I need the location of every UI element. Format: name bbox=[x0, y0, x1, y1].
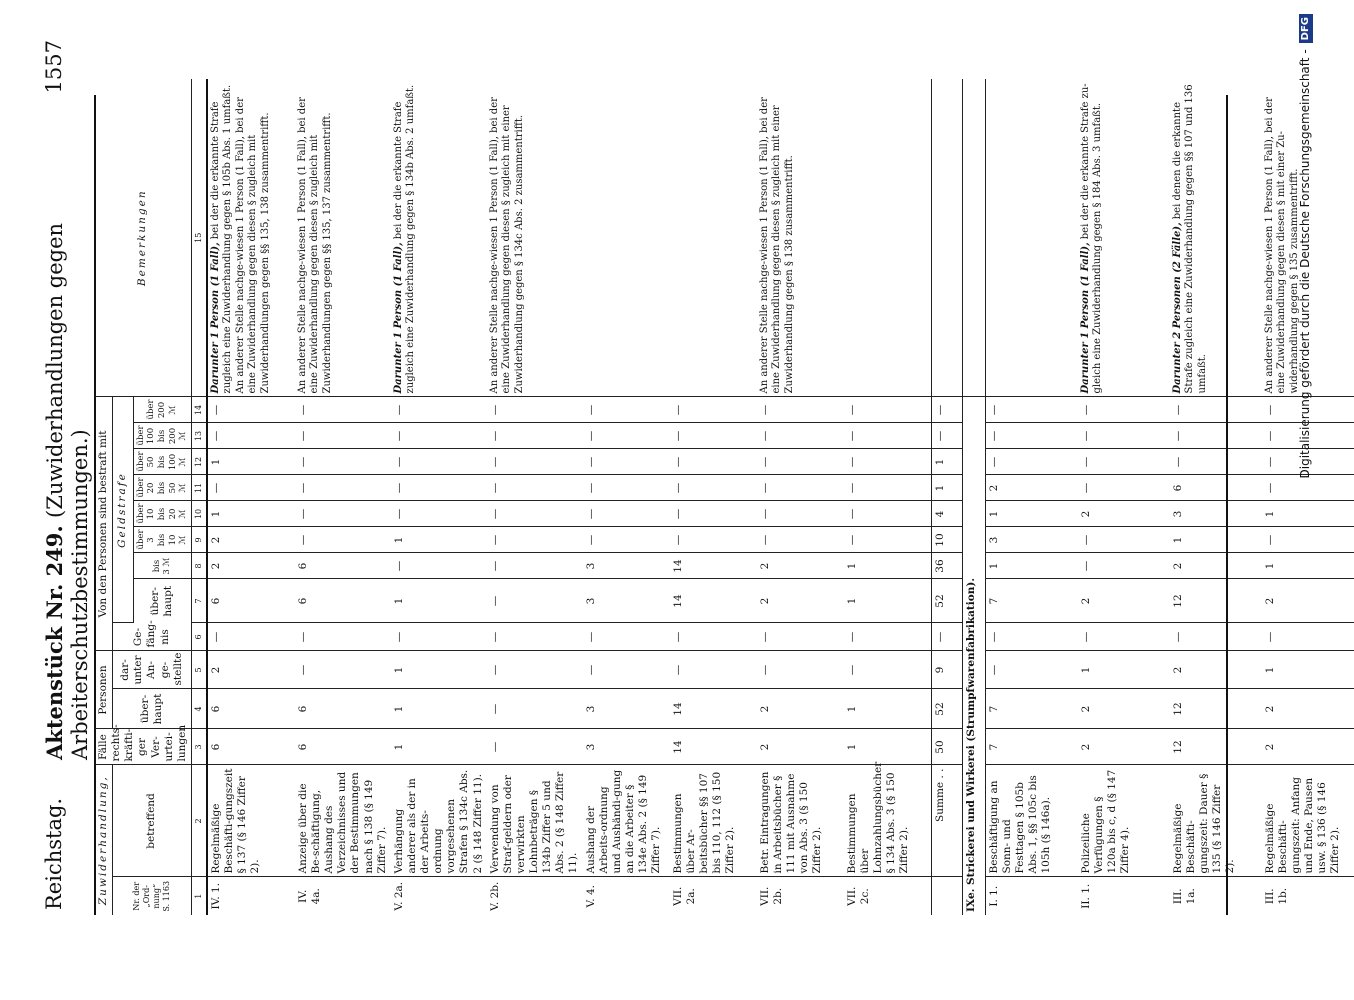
col-number: 13 bbox=[191, 423, 207, 449]
sum-label: Summe . . bbox=[931, 765, 962, 877]
value-cell: — bbox=[985, 397, 1078, 423]
value-cell: 1 bbox=[1262, 651, 1354, 689]
value-cell: 14 bbox=[670, 579, 757, 623]
value-cell: — bbox=[487, 423, 583, 449]
value-cell: 2 bbox=[1262, 729, 1354, 765]
value-cell: — bbox=[487, 553, 583, 579]
col-number: 1 bbox=[191, 877, 207, 915]
remark-cell bbox=[757, 79, 844, 397]
sum-value: — bbox=[931, 623, 962, 651]
col-faelle: Fälle rechts-kräfti-ger Ver-urtei-lungen bbox=[95, 729, 191, 765]
column-number-row bbox=[191, 79, 207, 915]
remark-cell bbox=[1078, 79, 1170, 397]
sum-value: — bbox=[931, 423, 962, 449]
value-cell: — bbox=[295, 475, 391, 501]
col-number: 7 bbox=[191, 579, 207, 623]
row-number: V. 2a. bbox=[392, 881, 405, 911]
value-cell: — bbox=[391, 475, 487, 501]
remark-text: bei der die erkannte Strafe zu-gleich eine Zuwiderhandlung gegen § 184 Abs. 3 umfaßt. bbox=[1079, 83, 1103, 394]
value-cell: — bbox=[757, 423, 844, 449]
col-betreffend: betreffend bbox=[113, 765, 192, 877]
value-cell: 2 bbox=[207, 527, 295, 553]
table-row bbox=[207, 79, 295, 915]
value-cell: — bbox=[1078, 397, 1170, 423]
value-cell: — bbox=[487, 449, 583, 475]
col-number: 10 bbox=[191, 501, 207, 527]
value-cell: 3 bbox=[583, 553, 670, 579]
col-g-ueberhaupt: über-haupt bbox=[133, 579, 191, 623]
col-geldstrafe: Geldstrafe bbox=[113, 397, 134, 623]
value-cell: — bbox=[583, 397, 670, 423]
value-cell: — bbox=[487, 527, 583, 553]
value-cell: — bbox=[985, 423, 1078, 449]
value-cell: — bbox=[295, 651, 391, 689]
value-cell: — bbox=[295, 527, 391, 553]
col-b4: über 20 bis 50 ℳ bbox=[133, 475, 191, 501]
value-cell: 2 bbox=[1170, 553, 1262, 579]
value-cell: 2 bbox=[757, 689, 844, 729]
value-cell: 12 bbox=[1170, 729, 1262, 765]
value-cell: 2 bbox=[207, 651, 295, 689]
value-cell: — bbox=[1262, 423, 1354, 449]
value-cell: 14 bbox=[670, 689, 757, 729]
row-number: V. 2b. bbox=[488, 881, 501, 911]
value-cell: 12 bbox=[1170, 689, 1262, 729]
value-cell: 1 bbox=[391, 579, 487, 623]
value-cell: — bbox=[583, 449, 670, 475]
value-cell: — bbox=[757, 397, 844, 423]
remark-emphasis: Darunter 2 Personen (2 Fälle), bbox=[1171, 222, 1183, 394]
value-cell: — bbox=[295, 423, 391, 449]
value-cell: — bbox=[1262, 527, 1354, 553]
row-number: VII. 2c. bbox=[845, 886, 871, 906]
table-row bbox=[583, 79, 670, 915]
value-cell: — bbox=[985, 651, 1078, 689]
table-body bbox=[207, 79, 1354, 915]
value-cell: 2 bbox=[757, 553, 844, 579]
value-cell: 2 bbox=[1078, 579, 1170, 623]
value-cell: 1 bbox=[985, 501, 1078, 527]
offense-text: Verhängung anderer als der in der Arbeits-ordnung vorgesehenen Strafen § 134c Abs. 2 (§ 148 Ziffer 11). bbox=[391, 765, 487, 877]
col-personen: Personen bbox=[95, 651, 113, 729]
value-cell: 1 bbox=[391, 689, 487, 729]
value-cell: 1 bbox=[391, 527, 487, 553]
value-cell: — bbox=[207, 423, 295, 449]
row-number: IV. 1. bbox=[209, 882, 222, 910]
header-page-number: 1557 bbox=[42, 40, 66, 94]
remark-cell bbox=[1170, 79, 1262, 397]
value-cell: — bbox=[757, 475, 844, 501]
value-cell: — bbox=[1078, 423, 1170, 449]
value-cell: — bbox=[207, 623, 295, 651]
remark-text: An anderer Stelle nachge-wiesen 1 Person (1 Fall), bei der eine Zuwiderhandlung gegen diesen § mit einer Zu-widerhandlung gegen § 135 zusammentrifft. bbox=[1263, 97, 1300, 394]
value-cell: — bbox=[295, 397, 391, 423]
value-cell: — bbox=[844, 527, 932, 553]
value-cell: — bbox=[844, 449, 932, 475]
digitization-note bbox=[1290, 0, 1320, 1000]
value-cell: 14 bbox=[670, 553, 757, 579]
value-cell: — bbox=[1170, 623, 1262, 651]
value-cell: 3 bbox=[985, 527, 1078, 553]
remark-text: An anderer Stelle nachge-wiesen 1 Person (1 Fall), bei der eine Zuwiderhandlung gegen diesen § zugleich mit einer Zuwiderhandlung gegen § 134c Abs. 2 zusammentrifft. bbox=[488, 97, 525, 394]
value-cell: 1 bbox=[1262, 553, 1354, 579]
value-cell: — bbox=[1170, 423, 1262, 449]
col-b3: über 10 bis 20 ℳ bbox=[133, 501, 191, 527]
statistics-table bbox=[95, 79, 1354, 915]
value-cell: 2 bbox=[1262, 689, 1354, 729]
section-title: IXe. Strickerei und Wirkerei (Strumpfwarenfabrikation). bbox=[962, 397, 985, 915]
value-cell: — bbox=[1262, 397, 1354, 423]
col-number: 12 bbox=[191, 449, 207, 475]
header-center: Aktenstück Nr. 249. (Zuwiderhandlungen gegen Arbeiterschutzbestimmungen.) bbox=[42, 222, 92, 760]
sum-value: 9 bbox=[931, 651, 962, 689]
col-b6: über 100 bis 200 ℳ bbox=[133, 423, 191, 449]
offense-text: Regelmäßige Beschäfti-gungszeit § 137 (§ 146 Ziffer 2). bbox=[207, 765, 295, 877]
value-cell: — bbox=[487, 475, 583, 501]
value-cell: — bbox=[1262, 623, 1354, 651]
remark-cell bbox=[985, 79, 1078, 397]
value-cell: 2 bbox=[985, 475, 1078, 501]
value-cell: — bbox=[391, 553, 487, 579]
remark-emphasis: Darunter 1 Person (1 Fall), bbox=[392, 242, 404, 394]
offense-text: Bestimmungen über Ar-beitsbücher §§ 107 bis 110, 112 (§ 150 Ziffer 2). bbox=[670, 765, 757, 877]
value-cell: 2 bbox=[207, 553, 295, 579]
remark-emphasis: Darunter 1 Person (1 Fall), bbox=[209, 242, 221, 394]
value-cell: — bbox=[757, 527, 844, 553]
value-cell: — bbox=[391, 623, 487, 651]
col-number: 14 bbox=[191, 397, 207, 423]
row-number: I. 1. bbox=[987, 885, 1000, 907]
remark-text: bei der die erkannte Strafe zugleich eine Zuwiderhandlung gegen § 105b Abs. 1 umfaßt. An anderer Stelle nachge-wiesen 1 Person (1 Fall), bei der eine Zuwiderhandlung gegen diesen § zugleich mit Zuwiderhandlungen gegen §§ 135, 138 zusammentrifft. bbox=[209, 84, 271, 394]
value-cell: — bbox=[583, 501, 670, 527]
col-number: 2 bbox=[191, 765, 207, 877]
value-cell: — bbox=[487, 651, 583, 689]
value-cell: — bbox=[583, 475, 670, 501]
value-cell: — bbox=[670, 449, 757, 475]
remark-text: bei denen die erkannte Strafe zugleich eine Zuwiderhandlung gegen §§ 107 und 136 umfaßt. bbox=[1171, 84, 1208, 394]
col-bemerkungen: Bemerkungen bbox=[95, 79, 191, 397]
col-gefaengnis: Ge-fäng-nis bbox=[113, 623, 192, 651]
value-cell: 6 bbox=[207, 579, 295, 623]
remark-text: An anderer Stelle nachge-wiesen 1 Person (1 Fall), bei der eine Zuwiderhandlung gegen diesen § zugleich mit einer Zuwiderhandlung gegen § 138 zusammentrifft. bbox=[758, 97, 795, 394]
value-cell: — bbox=[487, 623, 583, 651]
row-number: II. 1. bbox=[1079, 883, 1092, 909]
table-row bbox=[757, 79, 844, 915]
value-cell: 7 bbox=[985, 689, 1078, 729]
value-cell: 3 bbox=[583, 689, 670, 729]
row-number: IV. 4a. bbox=[296, 888, 322, 905]
value-cell: — bbox=[670, 623, 757, 651]
col-number: 6 bbox=[191, 623, 207, 651]
value-cell: 3 bbox=[583, 579, 670, 623]
value-cell: 1 bbox=[844, 553, 932, 579]
value-cell: — bbox=[670, 397, 757, 423]
remark-cell bbox=[295, 79, 391, 397]
value-cell: — bbox=[1262, 475, 1354, 501]
value-cell: 2 bbox=[757, 579, 844, 623]
value-cell: 12 bbox=[1170, 579, 1262, 623]
col-b2: über 3 bis 10 ℳ bbox=[133, 527, 191, 553]
offense-text: Polizeiliche Verfügungen § 120a bis c, d (§ 147 Ziffer 4). bbox=[1078, 765, 1170, 877]
col-number: 9 bbox=[191, 527, 207, 553]
page-header bbox=[42, 40, 92, 910]
value-cell: 2 bbox=[1078, 689, 1170, 729]
table-row bbox=[295, 79, 391, 915]
header-left: Reichstag. bbox=[42, 797, 66, 910]
sum-value: 1 bbox=[931, 475, 962, 501]
value-cell: 2 bbox=[757, 729, 844, 765]
value-cell: — bbox=[985, 449, 1078, 475]
row-number: III. 1b. bbox=[1263, 887, 1289, 905]
value-cell: — bbox=[844, 423, 932, 449]
table-row bbox=[670, 79, 757, 915]
value-cell: — bbox=[583, 527, 670, 553]
remark-cell bbox=[207, 79, 295, 397]
value-cell: 1 bbox=[844, 689, 932, 729]
dfg-logo: DFG bbox=[1299, 14, 1313, 43]
sum-value: 50 bbox=[931, 729, 962, 765]
remark-cell bbox=[844, 79, 932, 397]
sum-row bbox=[931, 79, 962, 915]
value-cell: 3 bbox=[583, 729, 670, 765]
value-cell: 1 bbox=[985, 553, 1078, 579]
value-cell: 6 bbox=[295, 729, 391, 765]
value-cell: 2 bbox=[1262, 579, 1354, 623]
col-b5: über 50 bis 100 ℳ bbox=[133, 449, 191, 475]
value-cell: — bbox=[985, 623, 1078, 651]
col-offense-group: Zuwiderhandlung, bbox=[95, 765, 113, 915]
value-cell: — bbox=[207, 397, 295, 423]
value-cell: — bbox=[844, 475, 932, 501]
remark-emphasis: Darunter 1 Person (1 Fall), bbox=[1079, 242, 1091, 394]
offense-text: Beschäftigung an Sonn- und Festtagen § 105b Abs. 1, §§ 105c bis 105h (§ 146a). bbox=[985, 765, 1078, 877]
offense-text: Anzeige über die Be-schäftigung, Aushang des Verzeichnisses und der Bestimmungen nach § 138 (§ 149 Ziffer 7). bbox=[295, 765, 391, 877]
value-cell: — bbox=[670, 527, 757, 553]
value-cell: — bbox=[391, 501, 487, 527]
value-cell: — bbox=[844, 623, 932, 651]
value-cell: — bbox=[1078, 623, 1170, 651]
section-row bbox=[962, 79, 985, 915]
value-cell: — bbox=[670, 501, 757, 527]
value-cell: — bbox=[757, 651, 844, 689]
value-cell: — bbox=[757, 501, 844, 527]
sum-remark bbox=[931, 79, 962, 397]
sum-value: 10 bbox=[931, 527, 962, 553]
value-cell: — bbox=[583, 651, 670, 689]
value-cell: — bbox=[487, 397, 583, 423]
value-cell: — bbox=[295, 501, 391, 527]
remark-text: An anderer Stelle nachge-wiesen 1 Person (1 Fall), bei der eine Zuwiderhandlung gegen diesen § zugleich mit Zuwiderhandlungen gegen §§ 135, 137 zusammentrifft. bbox=[296, 97, 333, 394]
value-cell: — bbox=[487, 729, 583, 765]
value-cell: 2 bbox=[1078, 501, 1170, 527]
value-cell: 7 bbox=[985, 579, 1078, 623]
value-cell: 6 bbox=[1170, 475, 1262, 501]
remark-cell bbox=[487, 79, 583, 397]
offense-text: Regelmäßige Beschäfti-gungszeit: Anfang und Ende, Pausen usw. § 136 (§ 146 Ziffer 2). bbox=[1262, 765, 1354, 877]
value-cell: — bbox=[391, 449, 487, 475]
value-cell: 1 bbox=[844, 729, 932, 765]
value-cell: 6 bbox=[295, 553, 391, 579]
sum-value: 52 bbox=[931, 689, 962, 729]
remark-cell bbox=[391, 79, 487, 397]
value-cell: 1 bbox=[844, 579, 932, 623]
value-cell: — bbox=[391, 423, 487, 449]
offense-text: Bestimmungen über Lohnzahlungsbücher § 134 Abs. 3 (§ 150 Ziffer 2). bbox=[844, 765, 932, 877]
value-cell: — bbox=[487, 689, 583, 729]
section-remark bbox=[962, 79, 985, 397]
value-cell: 6 bbox=[207, 689, 295, 729]
value-cell: 1 bbox=[207, 449, 295, 475]
sum-value: — bbox=[931, 397, 962, 423]
bottom-rule bbox=[1226, 95, 1228, 915]
value-cell: 2 bbox=[1170, 651, 1262, 689]
sum-value: 36 bbox=[931, 553, 962, 579]
value-cell: — bbox=[844, 397, 932, 423]
col-b1: bis 3 ℳ bbox=[133, 553, 191, 579]
offense-text: Verwendung von Straf-geldern oder verwirkten Lohnbeträgen § 134b Ziffer 5 und Abs. 2 (§ 148 Ziffer 11). bbox=[487, 765, 583, 877]
value-cell: — bbox=[391, 397, 487, 423]
row-number: VII. 2a. bbox=[671, 886, 697, 906]
value-cell: 6 bbox=[295, 579, 391, 623]
table-row bbox=[985, 79, 1078, 915]
col-number: 5 bbox=[191, 651, 207, 689]
value-cell: — bbox=[670, 423, 757, 449]
value-cell: — bbox=[295, 623, 391, 651]
sum-value: 1 bbox=[931, 449, 962, 475]
col-number: 15 bbox=[191, 79, 207, 397]
table-row bbox=[487, 79, 583, 915]
offense-text: Aushang der Arbeits-ordnung und Aushändi-gung an die Arbeiter § 134e Abs. 2 (§ 149 Ziffer 7). bbox=[583, 765, 670, 877]
offense-text: Regelmäßige Beschäfti-gungszeit: Dauer § 135 (§ 146 Ziffer 2). bbox=[1170, 765, 1262, 877]
value-cell: 3 bbox=[1170, 501, 1262, 527]
row-number: III. 1a. bbox=[1171, 888, 1197, 905]
value-cell: 1 bbox=[207, 501, 295, 527]
value-cell: 1 bbox=[391, 729, 487, 765]
sum-value: 52 bbox=[931, 579, 962, 623]
value-cell: — bbox=[583, 623, 670, 651]
value-cell: — bbox=[1078, 475, 1170, 501]
col-b7: über 200 ℳ bbox=[133, 397, 191, 423]
value-cell: 6 bbox=[295, 689, 391, 729]
row-number: VII. 2b. bbox=[758, 886, 784, 906]
col-number: 8 bbox=[191, 553, 207, 579]
sum-value: 4 bbox=[931, 501, 962, 527]
value-cell: — bbox=[1262, 449, 1354, 475]
offense-text: Betr. Eintragungen in Arbeitsbücher § 111 mit Ausnahme von Abs. 3 (§ 150 Ziffer 2). bbox=[757, 765, 844, 877]
table-row bbox=[844, 79, 932, 915]
value-cell: — bbox=[1078, 449, 1170, 475]
value-cell: — bbox=[207, 475, 295, 501]
value-cell: 7 bbox=[985, 729, 1078, 765]
value-cell: — bbox=[844, 651, 932, 689]
col-number: 11 bbox=[191, 475, 207, 501]
value-cell: — bbox=[1078, 553, 1170, 579]
value-cell: 1 bbox=[1170, 527, 1262, 553]
table-row bbox=[1170, 79, 1262, 915]
value-cell: — bbox=[1078, 527, 1170, 553]
value-cell: 14 bbox=[670, 729, 757, 765]
value-cell: 1 bbox=[391, 651, 487, 689]
value-cell: — bbox=[844, 501, 932, 527]
value-cell: — bbox=[1170, 397, 1262, 423]
value-cell: — bbox=[670, 651, 757, 689]
row-number: V. 4. bbox=[584, 885, 597, 908]
value-cell: — bbox=[757, 623, 844, 651]
value-cell: 2 bbox=[1078, 729, 1170, 765]
footer-note: Digitalisierung gefördert durch die Deutsche Forschungsgemeinschaft - bbox=[1298, 49, 1312, 479]
col-von-den: Von den Personen sind bestraft mit bbox=[95, 397, 113, 651]
value-cell: 1 bbox=[1078, 651, 1170, 689]
value-cell: — bbox=[1170, 449, 1262, 475]
col-nr: Nr. der „Ord-nung“ S. 1163 bbox=[113, 877, 192, 915]
value-cell: — bbox=[295, 449, 391, 475]
remark-cell bbox=[583, 79, 670, 397]
value-cell: 6 bbox=[207, 729, 295, 765]
col-number: 4 bbox=[191, 689, 207, 729]
value-cell: — bbox=[757, 449, 844, 475]
value-cell: — bbox=[670, 475, 757, 501]
col-number: 3 bbox=[191, 729, 207, 765]
value-cell: — bbox=[487, 579, 583, 623]
sum-empty bbox=[931, 877, 962, 915]
col-p-angestellte: dar-unter An-ge-stellte bbox=[113, 651, 192, 689]
value-cell: — bbox=[583, 423, 670, 449]
table-row bbox=[391, 79, 487, 915]
col-p-ueberhaupt: über-haupt bbox=[113, 689, 192, 729]
value-cell: 1 bbox=[1262, 501, 1354, 527]
remark-text: bei der die erkannte Strafe zugleich eine Zuwiderhandlung gegen § 134b Abs. 2 umfaßt. bbox=[392, 84, 417, 394]
value-cell: — bbox=[487, 501, 583, 527]
remark-cell bbox=[670, 79, 757, 397]
table-row bbox=[1078, 79, 1170, 915]
